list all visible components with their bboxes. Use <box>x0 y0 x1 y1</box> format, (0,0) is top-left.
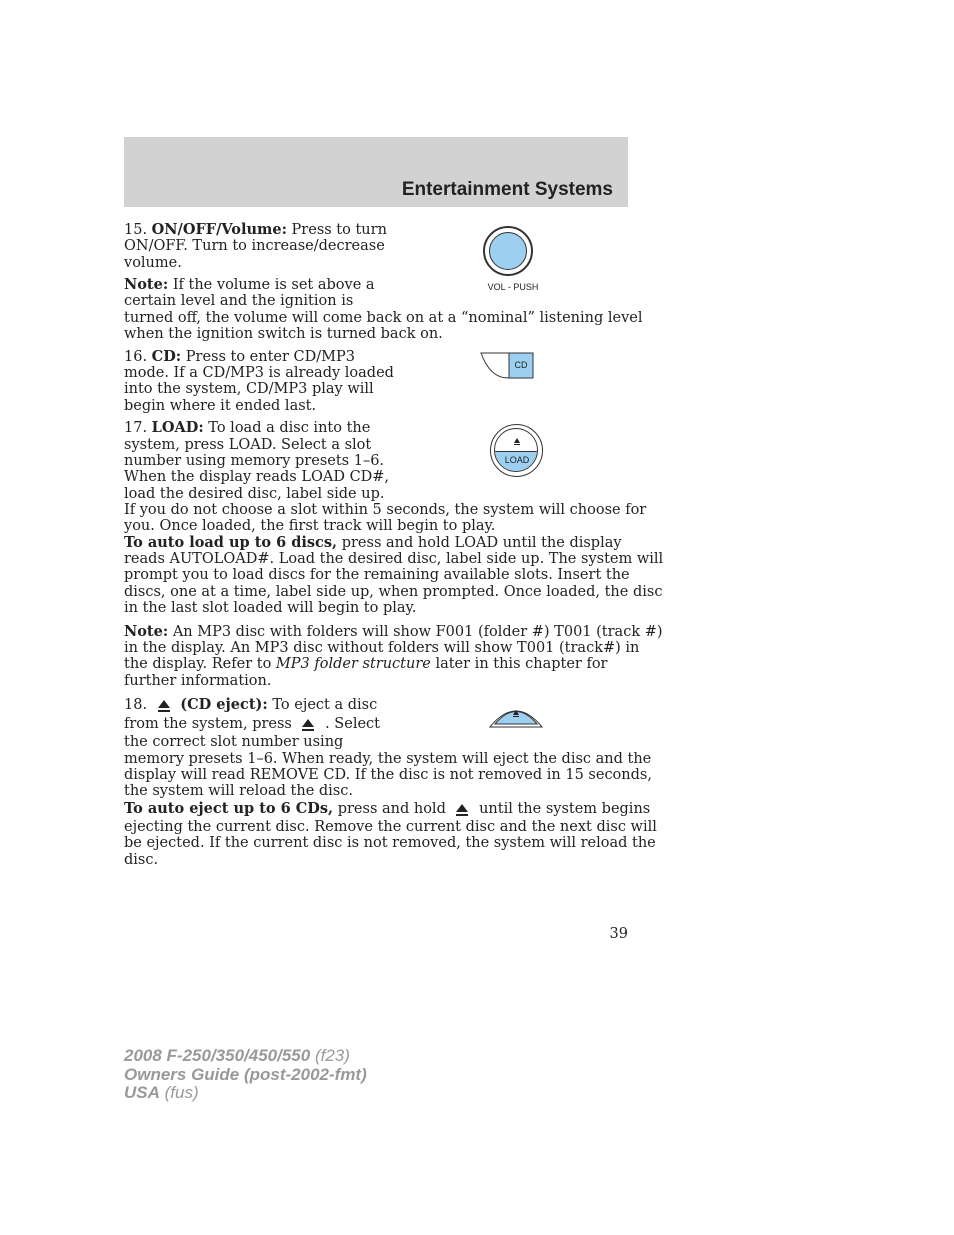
cd-button-figure <box>480 352 535 379</box>
load-line-6: If you do not choose a slot within 5 seconds, the system will choose for <box>124 502 647 518</box>
eject-icon <box>158 700 170 708</box>
load-line-5: load the desired disc, label side up. <box>124 486 385 502</box>
load-button-label: LOAD <box>504 455 530 465</box>
eject-line-6: the system will reload the disc. <box>124 783 353 799</box>
load-line-2: system, press LOAD. Select a slot <box>124 437 372 453</box>
mp3-note-line-4: further information. <box>124 673 272 689</box>
footer-line-3: USA (fus) <box>124 1083 199 1102</box>
section-title: Entertainment Systems <box>401 179 613 200</box>
vol-line-2: ON/OFF. Turn to increase/decrease <box>124 238 385 254</box>
autoeject-line-3: be ejected. If the current disc is not removed, the system will reload the <box>124 835 656 851</box>
eject-line-3: the correct slot number using <box>124 734 344 750</box>
vol-line-3: volume. <box>124 255 182 271</box>
eject-icon <box>302 719 314 727</box>
section-header <box>124 137 628 207</box>
eject-line-4: memory presets 1–6. When ready, the system will eject the disc and the <box>124 751 652 767</box>
load-line-7: you. Once loaded, the first track will begin to play. <box>124 518 496 534</box>
cd-line-4: begin where it ended last. <box>124 398 317 414</box>
cd-line-1: 16. CD: Press to enter CD/MP3 <box>124 348 355 365</box>
eject-button-figure <box>489 700 543 729</box>
mp3-folder-reference: MP3 folder structure <box>275 656 431 672</box>
load-line-1: 17. LOAD: To load a disc into the <box>124 419 371 436</box>
autoeject-line-2: ejecting the current disc. Remove the current disc and the next disc will <box>124 819 657 835</box>
vol-note-line-2: certain level and the ignition is <box>124 293 354 309</box>
mp3-note-line-3: the display. Refer to MP3 folder structure later in this chapter for <box>124 656 608 672</box>
autoload-line-5: in the last slot loaded will begin to play. <box>124 600 417 616</box>
volume-knob-label: VOL - PUSH <box>487 282 539 292</box>
mp3-note-line-1: Note: An MP3 disc with folders will show F001 (folder #) T001 (track #) <box>124 623 663 640</box>
autoload-line-2: reads AUTOLOAD#. Load the desired disc, label side up. The system will <box>124 551 664 567</box>
eject-line-2: from the system, press . Select <box>124 716 380 732</box>
eject-arrow-icon <box>514 438 520 443</box>
autoeject-line-1: To auto eject up to 6 CDs, press and hold until the system begins <box>124 800 651 817</box>
cd-button-label: CD <box>514 360 528 370</box>
mp3-note-line-2: in the display. An MP3 disc without folders will show T001 (track#) in <box>124 640 640 656</box>
vol-note-line-4: when the ignition switch is turned back on. <box>124 326 443 342</box>
page-number: 39 <box>609 926 628 942</box>
cd-line-3: into the system, CD/MP3 play will <box>124 381 374 397</box>
eject-icon <box>456 804 468 812</box>
document-footer <box>124 1047 367 1103</box>
autoeject-line-4: disc. <box>124 852 159 868</box>
autoload-line-1: To auto load up to 6 discs, press and hold LOAD until the display <box>124 534 622 551</box>
vol-line-1: 15. ON/OFF/Volume: Press to turn <box>124 221 387 238</box>
vol-note-line-1: Note: If the volume is set above a <box>124 276 375 293</box>
load-button-figure <box>490 424 543 477</box>
cd-line-2: mode. If a CD/MP3 is already loaded <box>124 365 394 381</box>
autoload-line-3: prompt you to load discs for the remaining available slots. Insert the <box>124 567 630 583</box>
autoload-line-4: discs, one at a time, label side up, when prompted. Once loaded, the disc <box>124 584 663 600</box>
eject-line-5: display will read REMOVE CD. If the disc is not removed in 15 seconds, <box>124 767 652 783</box>
footer-line-1: 2008 F-250/350/450/550 (f23) <box>124 1046 350 1065</box>
load-line-3: number using memory presets 1–6. <box>124 453 385 469</box>
footer-line-2: Owners Guide (post-2002-fmt) <box>124 1064 367 1084</box>
vol-note-line-3: turned off, the volume will come back on at a “nominal” listening level <box>124 310 643 326</box>
eject-line-1: 18. (CD eject): To eject a disc <box>124 696 378 713</box>
load-line-4: When the display reads LOAD CD#, <box>124 469 390 485</box>
volume-knob-figure <box>483 226 533 276</box>
